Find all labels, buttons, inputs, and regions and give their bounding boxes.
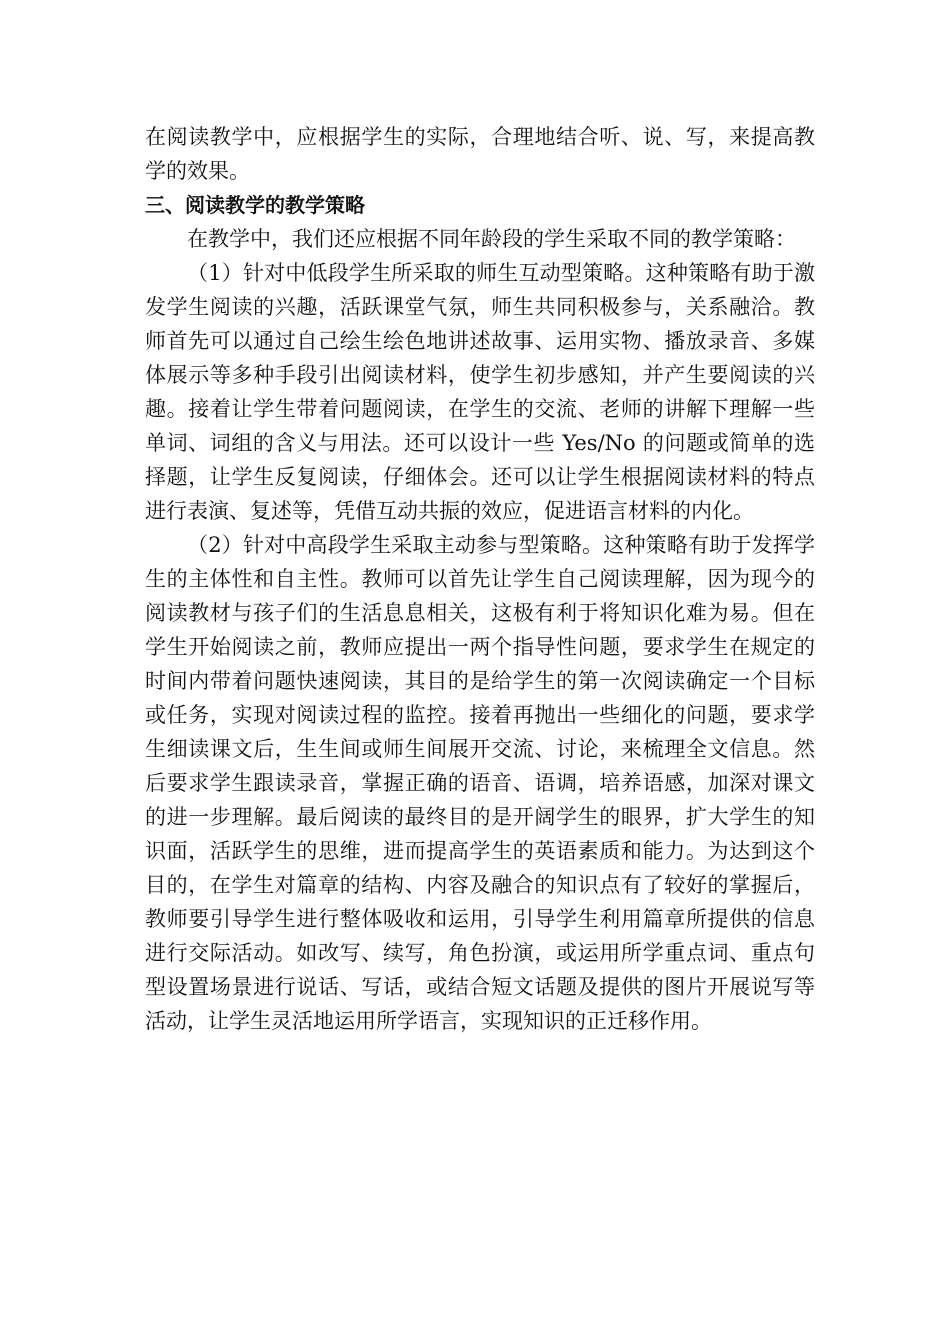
strategy-paragraph-2: （2）针对中高段学生采取主动参与型策略。这种策略有助于发挥学生的主体性和自主性。教师可以首先让学生自己阅读理解，因为现今的阅读教材与孩子们的生活息息相关，这极有利于将知识化难为易。但在学生开始阅读之前，教师应提出一两个指导性问题，要求学生在规定的时间内带着问题快速阅读，其目的是给学生的第一次阅读确定一个目标或任务，实现对阅读过程的监控。接着再抛出一些细化的问题，要求学生细读课文后，生生间或师生间展开交流、讨论，来梳理全文信息。然后要求学生跟读录音，掌握正确的语音、语调，培养语感，加深对课文的进一步理解。最后阅读的最终目的是开阔学生的眼界，扩大学生的知识面，活跃学生的思维，进而提高学生的英语素质和能力。为达到这个目的，在学生对篇章的结构、内容及融合的知识点有了较好的掌握后，教师要引导学生进行整体吸收和运用，引导学生利用篇章所提供的信息进行交际活动。如改写、续写，角色扮演，或运用所学重点词、重点句型设置场景进行说话、写话，或结合短文话题及提供的图片开展说写等活动，让学生灵活地运用所学语言，实现知识的正迁移作用。 [145, 533, 815, 1033]
continued-paragraph: 在阅读教学中，应根据学生的实际，合理地结合听、说、写，来提高教学的效果。 [145, 125, 815, 183]
strategy-paragraph-1: （1）针对中低段学生所采取的师生互动型策略。这种策略有助于激发学生阅读的兴趣，活跃课堂气氛，师生共同积极参与，关系融洽。教师首先可以通过自己绘生绘色地讲述故事、运用实物、播放录音、多媒体展示等多种手段引出阅读材料，使学生初步感知，并产生要阅读的兴趣。接着让学生带着问题阅读，在学生的交流、老师的讲解下理解一些单词、词组的含义与用法。还可以设计一些 Yes/No 的问题或简单的选择题，让学生反复阅读，仔细体会。还可以让学生根据阅读材料的特点进行表演、复述等，凭借互动共振的效应，促进语言材料的内化。 [145, 261, 815, 523]
section-heading: 三、阅读教学的教学策略 [145, 193, 365, 217]
intro-paragraph: 在教学中，我们还应根据不同年龄段的学生采取不同的教学策略： [187, 227, 796, 251]
document-page [145, 120, 815, 1038]
